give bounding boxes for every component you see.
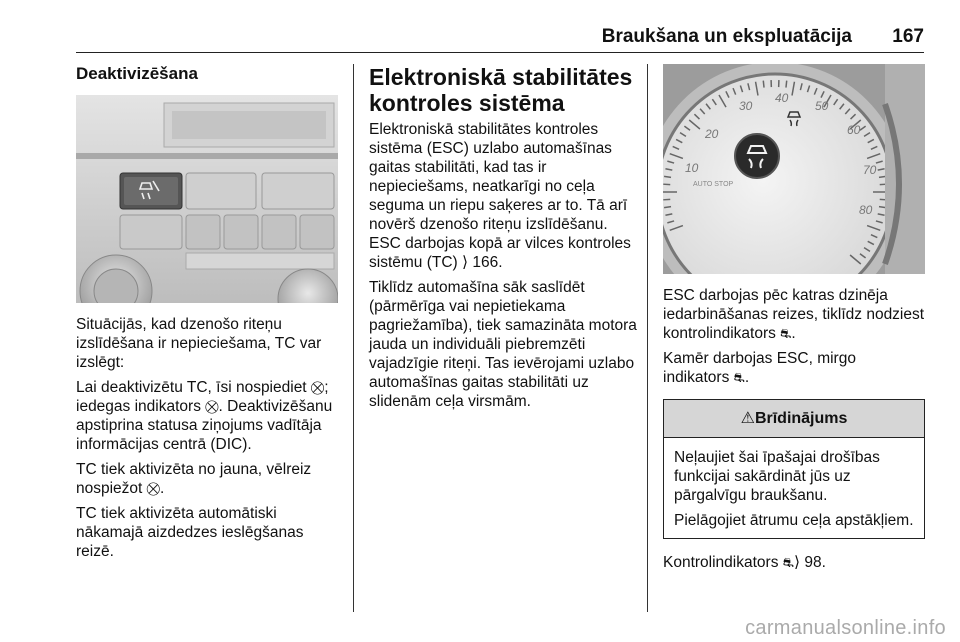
chapter-title: Braukšana un ekspluatācija: [601, 26, 852, 47]
speedometer-photo: [663, 64, 925, 274]
tc-button-photo: [76, 95, 338, 303]
tick-label: 70: [863, 163, 877, 177]
warning-body: [664, 438, 924, 538]
esc-indicator: [735, 134, 779, 178]
paragraph: Pielāgojiet ātrumu ceļa apstākļiem.: [674, 512, 914, 529]
reference-arrow-icon: ⟩: [794, 554, 801, 571]
esc-indicator-icon: ⛐: [782, 555, 794, 570]
column-divider: [647, 64, 648, 612]
tc-off-icon: ⛒: [310, 380, 325, 395]
page-number: 167: [892, 26, 924, 47]
column-divider: [353, 64, 354, 612]
tick-label: 30: [739, 99, 753, 113]
gauge-tick: [664, 207, 671, 208]
column-1: [76, 64, 340, 567]
tick-label: 10: [685, 161, 699, 175]
tick-label: 20: [705, 127, 719, 141]
paragraph: TC tiek aktivizēta no jauna, vēlreiz nospiežot ⛒.: [76, 461, 312, 497]
paragraph: TC tiek aktivizēta automātiski nākamajā aizdedzes ieslēgšanas reizē.: [76, 505, 304, 560]
warning-box: [663, 399, 925, 539]
tick-label: 40: [775, 91, 789, 105]
paragraph: Kamēr darbojas ESC, mirgo indikators ⛐.: [663, 350, 856, 386]
gauge-tick: [763, 81, 764, 88]
paragraph: ESC darbojas pēc katras dzinēja iedarbināšanas reizes, tiklīdz nodziest kontrolindikators ⛐.: [663, 287, 925, 342]
column-3: [663, 64, 925, 578]
gauge-tick: [879, 207, 886, 208]
paragraph: Situācijās, kad dzenošo riteņu izslīdēšana ir nepieciešama, TC var izslēgt:: [76, 316, 322, 371]
section-heading: Deaktivizēšana: [76, 64, 198, 83]
tc-off-indicator-icon: ⛒: [205, 399, 219, 414]
reference-arrow-icon: ⟩: [462, 254, 469, 271]
warning-title: ⚠Brīdinājums: [664, 400, 924, 438]
paragraph: Kontrolindikators ⛐⟩ 98.: [663, 554, 826, 571]
section-heading: Elektroniskā stabilitātes kontroles sistēma: [369, 64, 633, 116]
tick-label: 50: [815, 99, 829, 113]
paragraph: Neļaujiet šai īpašajai drošības funkcijai sakārdināt jūs uz pārgalvīgu braukšanu.: [674, 449, 880, 504]
warning-icon: ⚠: [740, 410, 755, 427]
paragraph: Tiklīdz automašīna sāk saslīdēt (pārmērīga vai nepietiekama pagriežamība), tiek samazināta motora jauda un individuāli piebremzēti vajadzīgie riteņi. Tas ievērojami uzlabo automašīnas gaitas stabilitāti uz slidenām ceļa virsmām.: [369, 279, 637, 410]
paragraph: Elektroniskā stabilitātes kontroles sistēma (ESC) uzlabo automašīnas gaitas stabilitāti, kad tas ir nepieciešams, neatkarīgi no ceļa seguma un riepu saķeres ar to. Tā arī novērš dzenošo riteņu izslīdēšanu. ESC darbojas kopā ar vilces kontroles sistēmu (TC) ⟩ 166.: [369, 121, 631, 271]
gauge-tick: [786, 81, 787, 88]
page-header: [76, 26, 924, 53]
autostop-label: AUTO STOP: [693, 181, 734, 188]
watermark: carmanualsonline.info: [745, 617, 946, 639]
gauge-tick: [664, 176, 671, 177]
tick-label: 60: [847, 123, 861, 137]
column-2: [369, 64, 637, 417]
paragraph: Lai deaktivizētu TC, īsi nospiediet ⛒; iedegas indikators ⛒. Deaktivizēšanu apstiprina statusa ziņojums vadītāja informācijas centrā (DIC).: [76, 379, 333, 453]
esc-indicator-icon: ⛐: [780, 326, 792, 341]
tick-label: 80: [859, 203, 873, 217]
tc-off-icon: ⛒: [146, 481, 160, 496]
gauge-tick: [879, 176, 886, 177]
esc-indicator-icon: ⛐: [733, 370, 745, 385]
